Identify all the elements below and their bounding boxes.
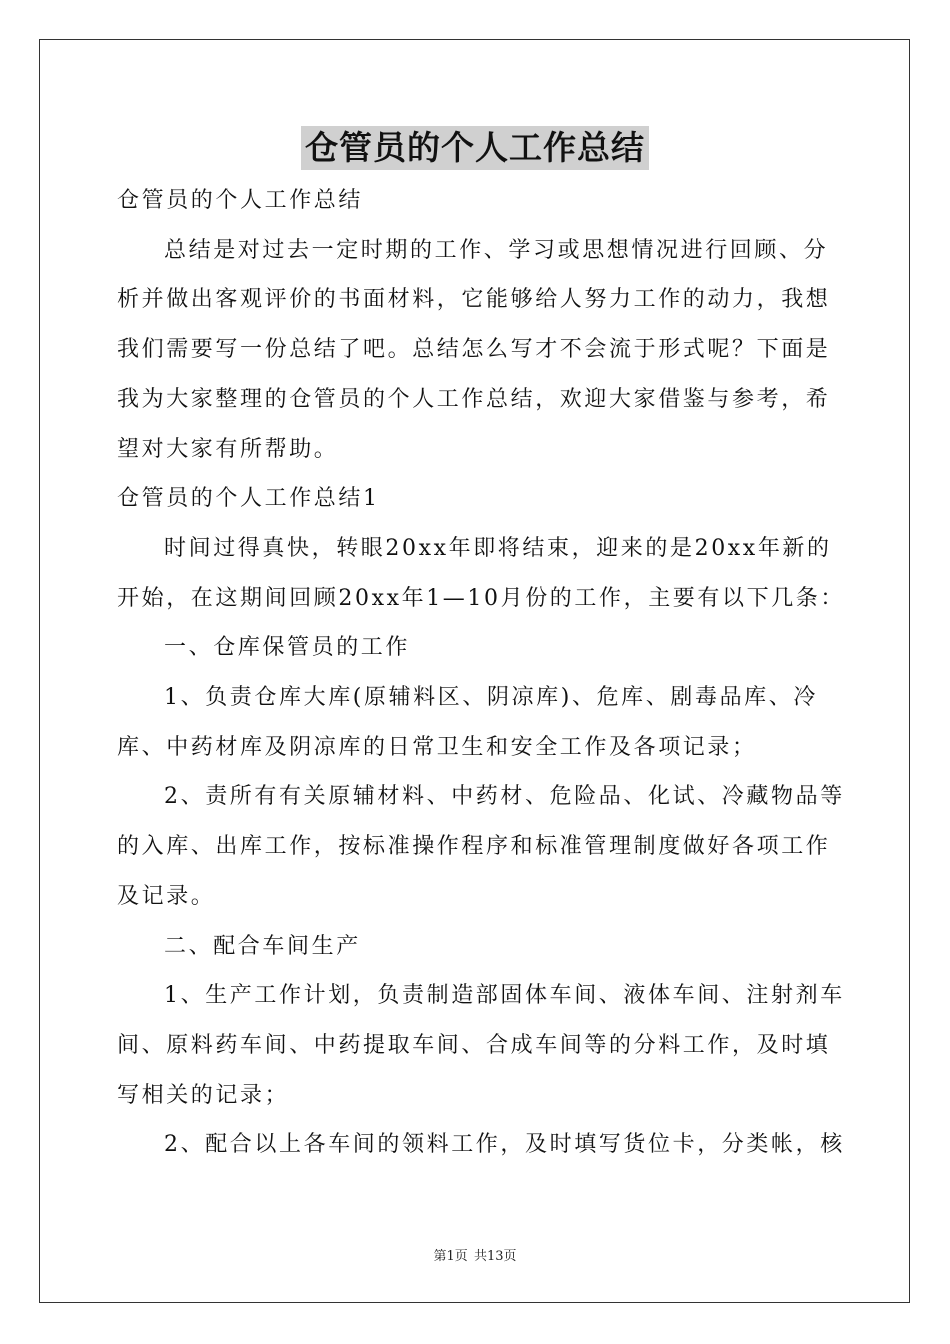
paragraph: 仓管员的个人工作总结1 bbox=[117, 486, 380, 512]
paragraph: 二、配合车间生产 bbox=[164, 933, 361, 959]
total-pages: 共13页 bbox=[473, 1249, 517, 1264]
title-wrap bbox=[0, 126, 950, 170]
paragraph: 2、责所有有关原辅材料、中药材、危险品、化试、冷藏物品等的入库、出库工作，按标准操作程序和标准管理制度做好各项工作及记录。 bbox=[117, 784, 845, 909]
paragraph: 1、生产工作计划，负责制造部固体车间、液体车间、注射剂车间、原料药车间、中药提取车间、合成车间等的分料工作，及时填写相关的记录； bbox=[117, 983, 845, 1108]
document-title: 仓管员的个人工作总结 bbox=[301, 126, 649, 170]
paragraph: 1、负责仓库大库(原辅料区、阴凉库)、危库、剧毒品库、冷库、中药材库及阴凉库的日常卫生和安全工作及各项记录； bbox=[117, 685, 818, 760]
paragraph: 2、配合以上各车间的领料工作，及时填写货位卡，分类帐，核 bbox=[164, 1132, 845, 1158]
page-footer bbox=[0, 1245, 950, 1264]
paragraph: 总结是对过去一定时期的工作、学习或思想情况进行回顾、分析并做出客观评价的书面材料，它能够给人努力工作的动力，我想我们需要写一份总结了吧。总结怎么写才不会流于形式呢？下面是我为大家整理的仓管员的个人工作总结，欢迎大家借鉴与参考，希望对大家有所帮助。 bbox=[117, 237, 831, 462]
paragraph: 一、仓库保管员的工作 bbox=[164, 635, 411, 661]
page-number: 第1页 bbox=[433, 1249, 468, 1264]
paragraph: 时间过得真快，转眼20xx年即将结束，迎来的是20xx年新的开始，在这期间回顾20xx年1—10月份的工作，主要有以下几条： bbox=[117, 535, 846, 611]
paragraph: 仓管员的个人工作总结 bbox=[117, 188, 364, 213]
document-body bbox=[117, 176, 847, 1170]
